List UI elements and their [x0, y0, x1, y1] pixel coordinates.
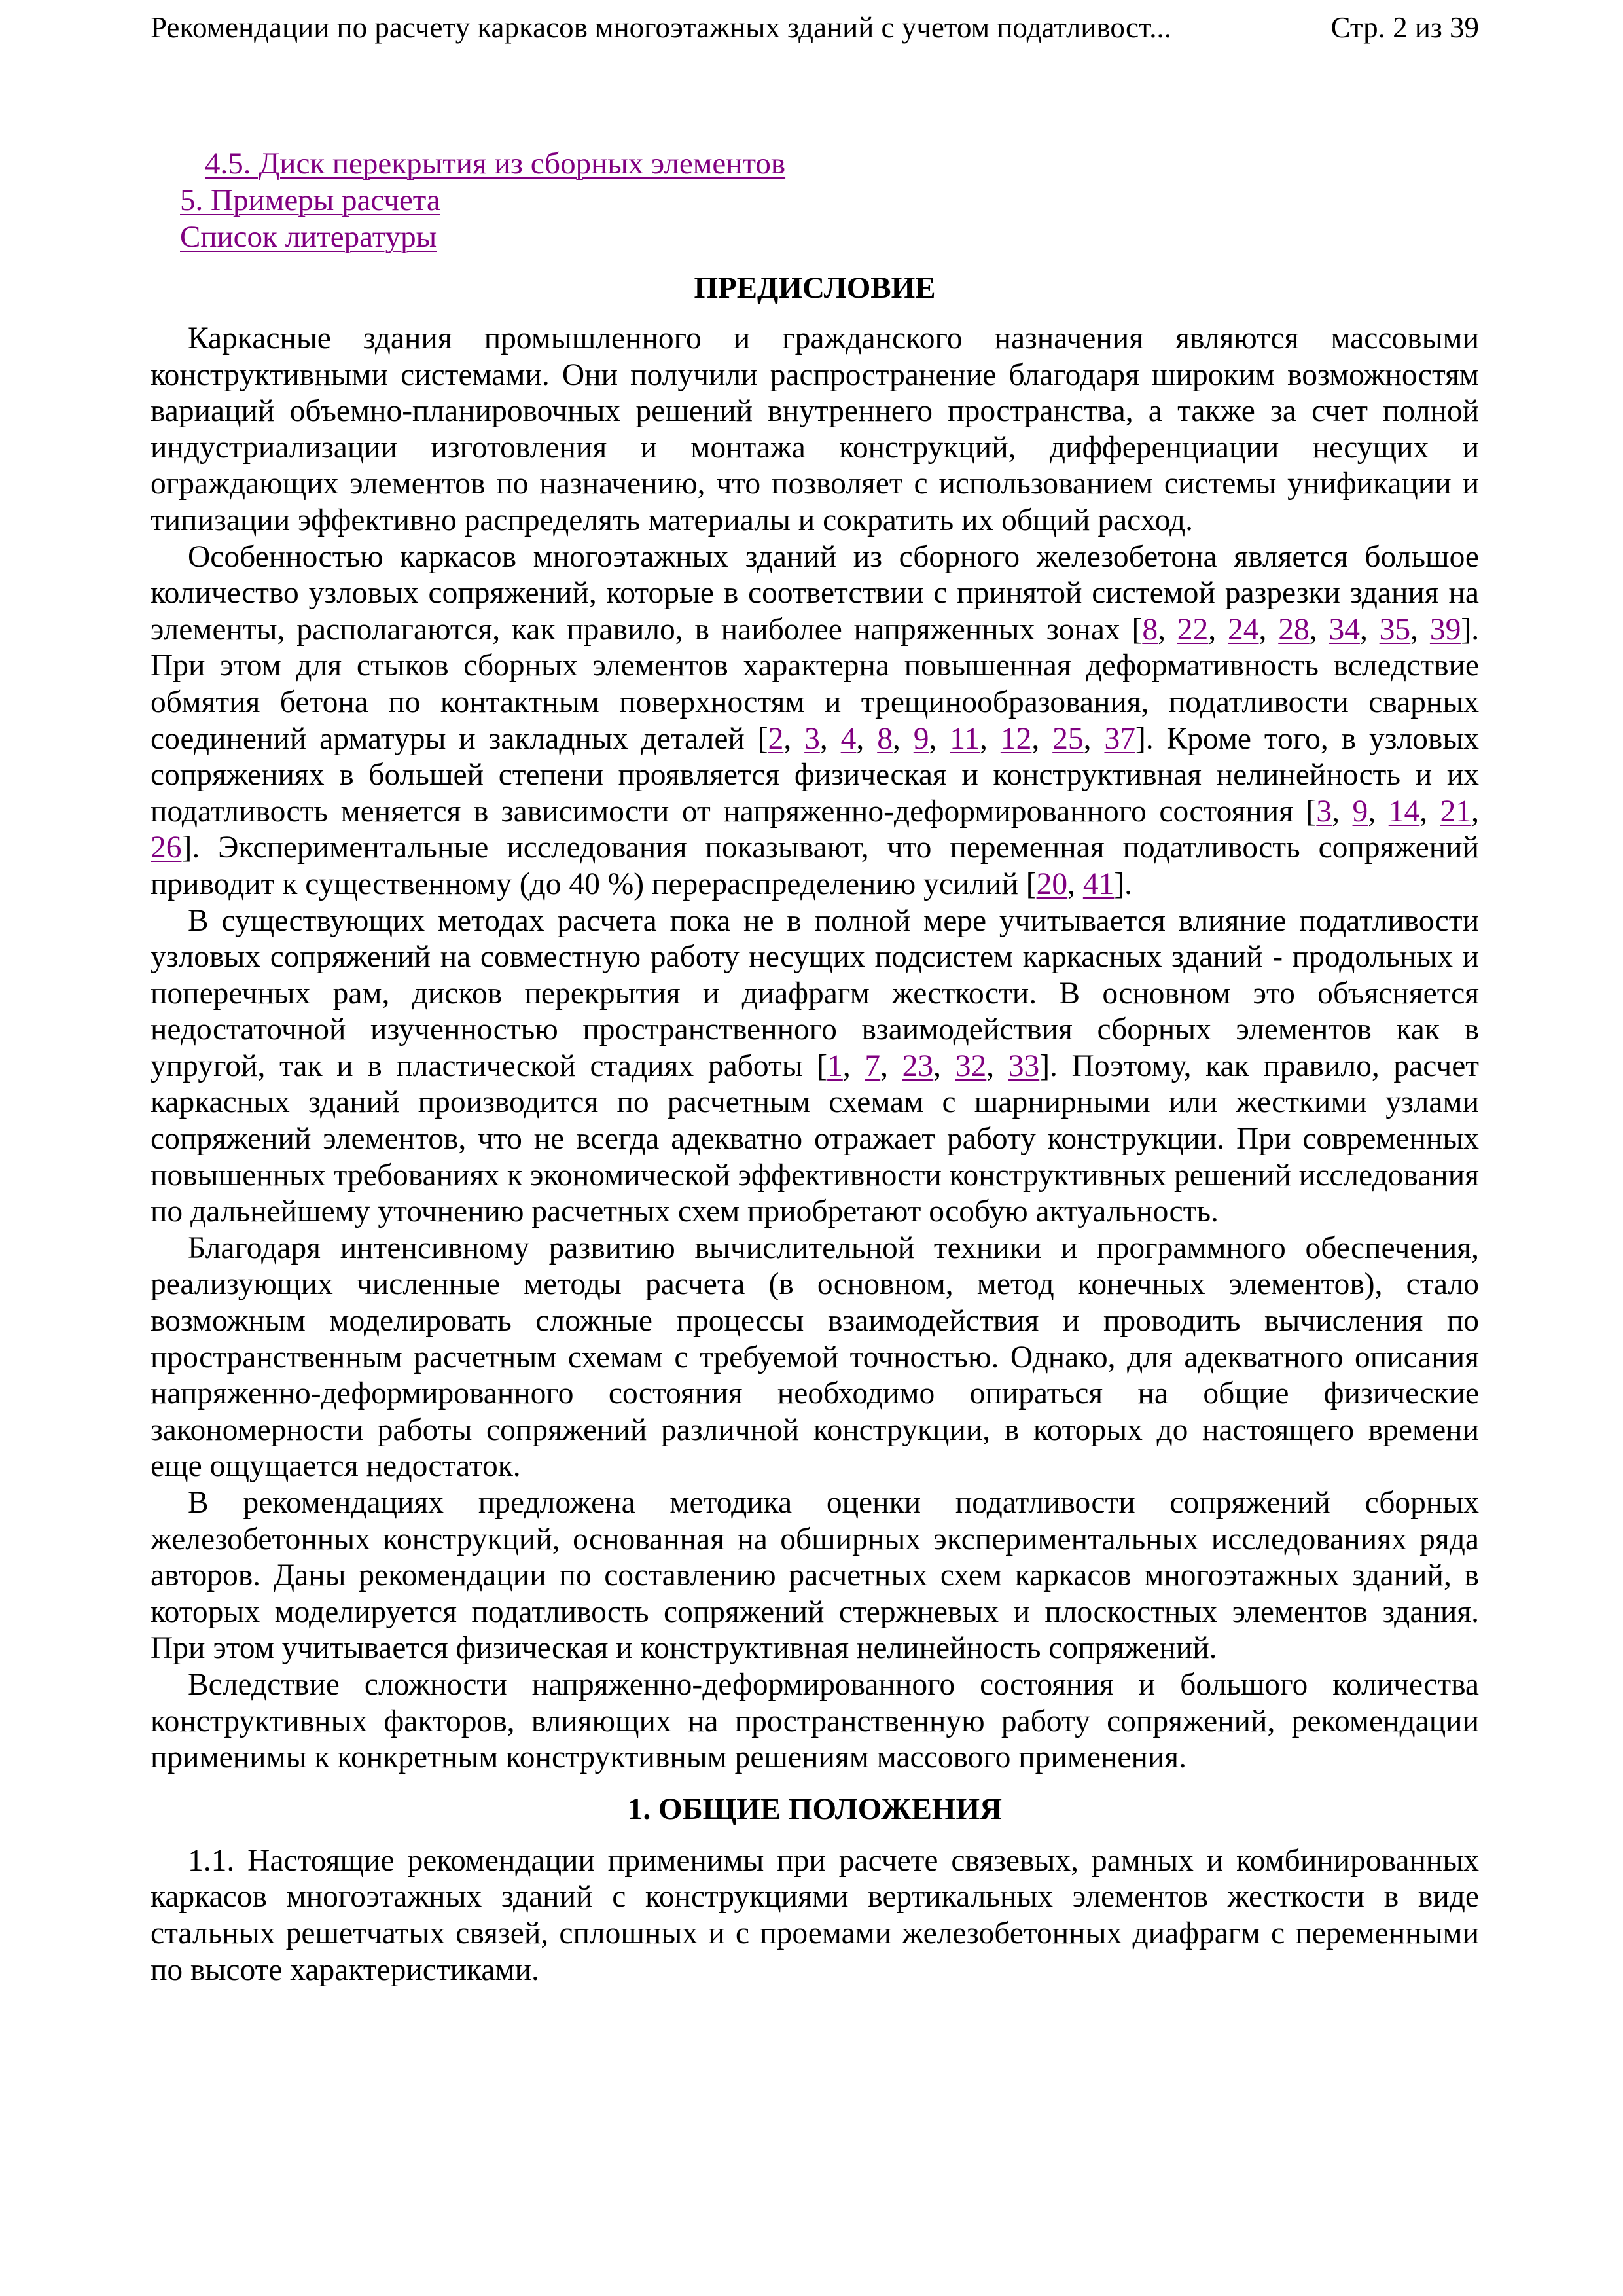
reference-link[interactable]: 41: [1082, 867, 1115, 901]
paragraph: В рекомендациях предложена методика оценки податливости сопряжений сборных железобетонных конструкций, основанная на обширных экспериментальных исследованиях ряда авторов. Даны рекомендации по составлению расчетных схем каркасов многоэтажных зданий, в которых моделируется податливость сопряжений стержневых и плоскостных элементов здания. При этом учитывается физическая и конструктивная нелинейность сопряжений.: [151, 1486, 1479, 1666]
toc-link-examples[interactable]: 5. Примеры расчета: [180, 183, 440, 217]
reference-link[interactable]: 23: [902, 1049, 934, 1083]
reference-link[interactable]: 33: [1008, 1049, 1040, 1083]
reference-link[interactable]: 20: [1036, 867, 1068, 901]
reference-link[interactable]: 11: [950, 721, 980, 756]
reference-link[interactable]: 9: [913, 721, 929, 756]
preface-section: [151, 321, 1479, 1776]
reference-link[interactable]: 28: [1278, 612, 1310, 647]
toc-link-floor-disk[interactable]: 4.5. Диск перекрытия из сборных элементов: [205, 147, 786, 181]
paragraph: Вследствие сложности напряженно-деформированного состояния и большого количества конструктивных факторов, влияющих на пространственную работу сопряжений, рекомендации применимы к конкретным конструктивным решениям массового применения.: [151, 1667, 1479, 1775]
table-of-contents: [180, 145, 785, 255]
reference-link[interactable]: 39: [1429, 612, 1461, 647]
general-section: [151, 1843, 1479, 1988]
reference-link[interactable]: 2: [768, 721, 784, 756]
reference-link[interactable]: 7: [865, 1049, 881, 1083]
reference-link[interactable]: 32: [955, 1049, 987, 1083]
reference-link[interactable]: 26: [151, 831, 182, 865]
reference-link[interactable]: 1: [827, 1049, 843, 1083]
reference-link[interactable]: 3: [1316, 794, 1332, 829]
reference-link[interactable]: 22: [1177, 612, 1209, 647]
section-heading-preface: ПРЕДИСЛОВИЕ: [694, 271, 936, 305]
reference-link[interactable]: 21: [1440, 794, 1472, 829]
reference-link[interactable]: 3: [804, 721, 820, 756]
reference-link[interactable]: 9: [1352, 794, 1368, 829]
reference-link[interactable]: 35: [1379, 612, 1411, 647]
paragraph: 1.1. Настоящие рекомендации применимы при расчете связевых, рамных и комбинированных каркасов многоэтажных зданий с конструкциями вертикальных элементов жесткости в виде стальных решетчатых связей, сплошных и с проемами железобетонных диафрагм с переменными по высоте характеристиками.: [151, 1843, 1479, 1987]
toc-link-bibliography[interactable]: Список литературы: [180, 220, 437, 254]
paragraph: В существующих методах расчета пока не в полной мере учитывается влияние податливости узловых сопряжений на совместную работу несущих подсистем каркасных зданий - продольных и поперечных рам, дисков перекрытия и диафрагм жесткости. В основном это объясняется недостаточной изученностью пространственного взаимодействия сборных элементов как в упругой, так и в пластической стадиях работы [1, 7, 23, 32, 33]. Поэтому, как правило, расчет каркасных зданий производится по расчетным схемам с шарнирными или жесткими узлами сопряжений элементов, что не всегда адекватно отражает работу конструкции. При современных повышенных требованиях к экономической эффективности конструктивных решений исследования по дальнейшему уточнению расчетных схем приобретают особую актуальность.: [151, 903, 1480, 1229]
paragraph: Благодаря интенсивному развитию вычислительной техники и программного обеспечения, реализующих численные методы расчета (в основном, метод конечных элементов), стало возможным моделировать сложные процессы взаимодействия и проводить вычисления по пространственным расчетным схемам с требуемой точностью. Однако, для адекватного описания напряженно-деформированного состояния необходимо опираться на общие физические закономерности работы сопряжений различной конструкции, в которых до настоящего времени еще ощущается недостаток.: [151, 1230, 1479, 1484]
section-heading-general: 1. ОБЩИЕ ПОЛОЖЕНИЯ: [628, 1791, 1002, 1826]
document-title: Рекомендации по расчету каркасов многоэтажных зданий с учетом податливост...: [151, 11, 1171, 44]
reference-link[interactable]: 8: [1142, 612, 1158, 647]
document-body: [151, 270, 1479, 1988]
reference-link[interactable]: 25: [1052, 721, 1084, 756]
page-header: [151, 7, 1479, 52]
reference-link[interactable]: 4: [840, 721, 857, 756]
reference-link[interactable]: 12: [1000, 721, 1032, 756]
reference-link[interactable]: 24: [1228, 612, 1259, 647]
reference-link[interactable]: 34: [1329, 612, 1360, 647]
paragraph: Каркасные здания промышленного и гражданского назначения являются массовыми конструктивными системами. Они получили распространение благодаря широким возможностям вариаций объемно-планировочных решений внутреннего пространства, а также за счет полной индустриализации изготовления и монтажа конструкций, дифференциации несущих и ограждающих элементов по назначению, что позволяет с использованием системы унификации и типизации эффективно распределять материалы и сократить их общий расход.: [151, 321, 1479, 537]
reference-link[interactable]: 37: [1104, 721, 1135, 756]
paragraph: Особенностью каркасов многоэтажных зданий из сборного железобетона является большое количество узловых сопряжений, которые в соответствии с принятой системой разрезки здания на элементы, располагаются, как правило, в наиболее напряженных зонах [8, 22, 24, 28, 34, 35, 39]. При этом для стыков сборных элементов характерна повышенная деформативность вследствие обмятия бетона по контактным поверхностям и трещинообразования, податливости сварных соединений арматуры и закладных деталей [2, 3, 4, 8, 9, 11, 12, 25, 37]. Кроме того, в узловых сопряжениях в большей степени проявляется физическая и конструктивная нелинейность и их податливость меняется в зависимости от напряженно-деформированного состояния [3, 9, 14, 21, 26]. Экспериментальные исследования показывают, что переменная податливость сопряжений приводит к существенному (до 40 %) перераспределению усилий [20, 41].: [151, 539, 1480, 901]
reference-link[interactable]: 14: [1388, 794, 1420, 829]
reference-link[interactable]: 8: [877, 721, 893, 756]
page-indicator: Стр. 2 из 39: [1330, 11, 1479, 44]
